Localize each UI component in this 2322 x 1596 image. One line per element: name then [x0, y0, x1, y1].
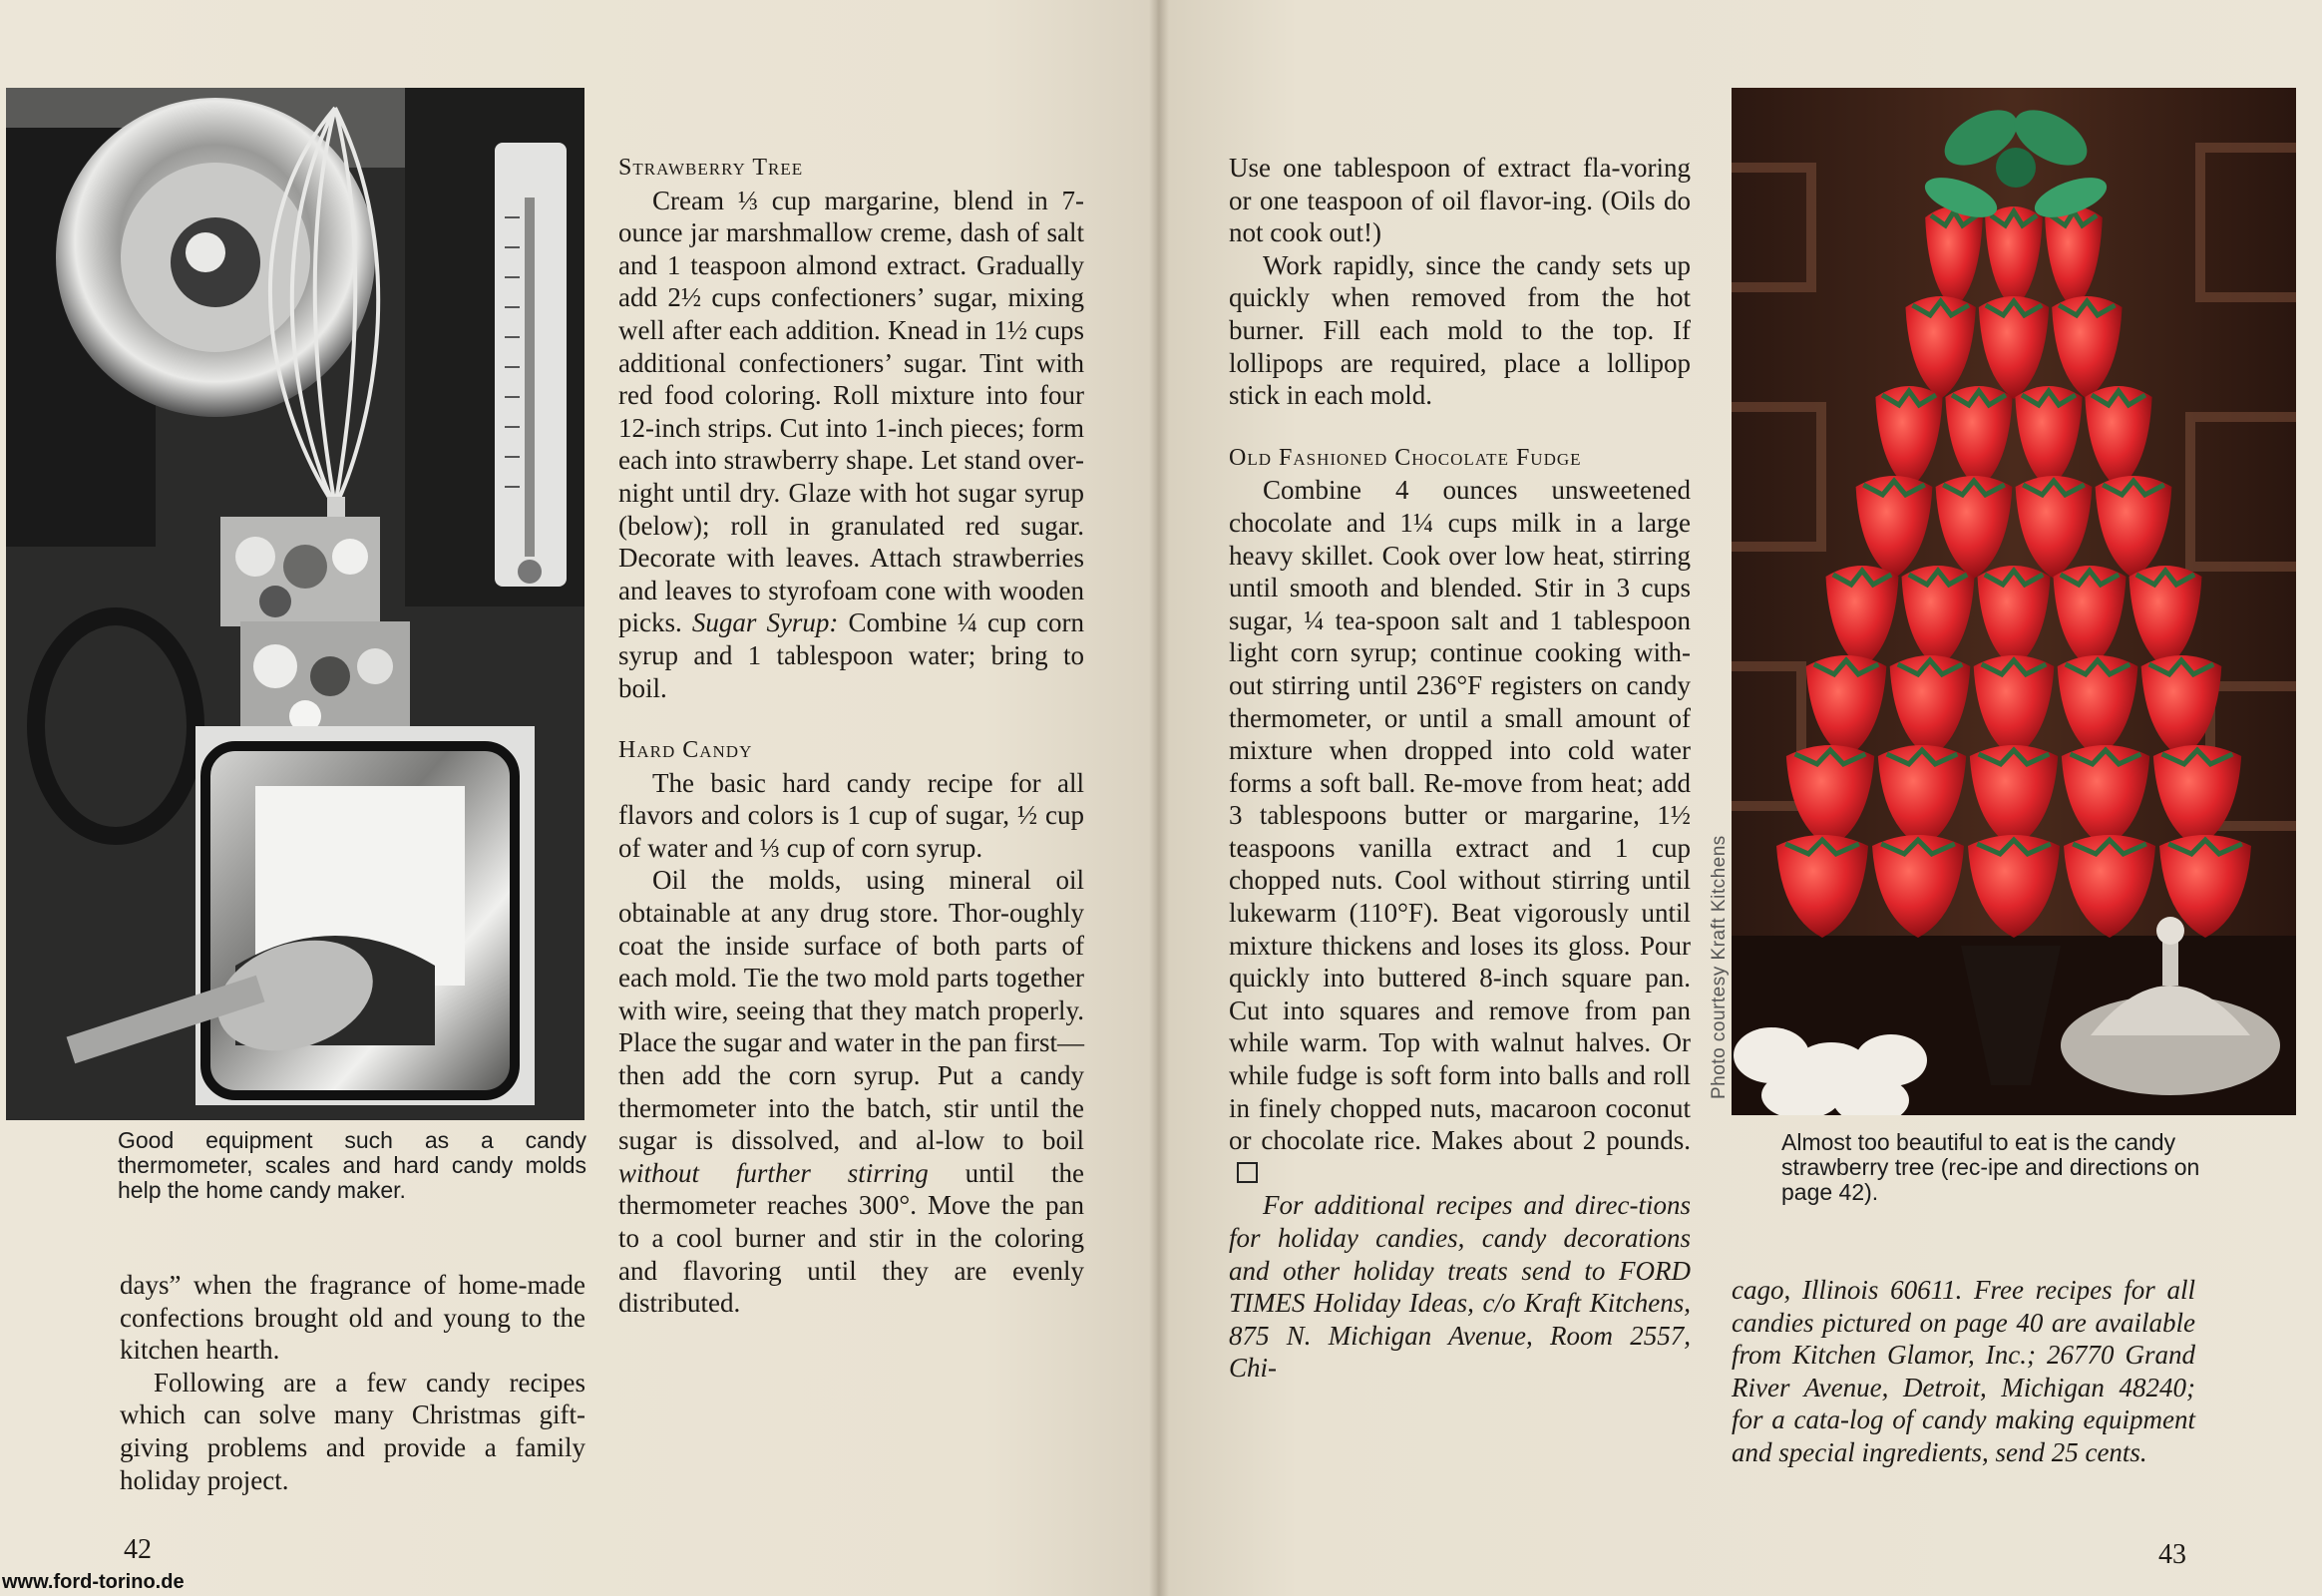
strawberry-tree-caption: Almost too beautiful to eat is the candy strawberry tree (rec-ipe and directions on page 42).: [1781, 1129, 2200, 1205]
strawberry-tree-photo: [1732, 88, 2296, 1115]
offer-text-part-1: For additional recipes and direc-tions for holiday candies, candy decorations and other holiday treats send to FORD TIMES Holiday Ideas, c/o Kraft Kitchens, 875 N. Michigan Avenue, Room 2557, Chi-: [1229, 1190, 1691, 1384]
equipment-photo: [6, 88, 584, 1120]
hard-candy-heading: Hard Candy: [618, 737, 753, 764]
sugar-syrup-text: Combine ¼ cup corn syrup and 1 tablespoon water; bring to boil.: [618, 607, 1084, 703]
page-gutter: [1149, 0, 1169, 1596]
offer-text-part-2: cago, Illinois 60611. Free recipes for all candies pictured on page 40 are available from Kitchen Glamor, Inc.; 26770 Grand River Avenue, Detroit, Michigan 48240; for a cata-log of candy making equipment and special ingredients, send 25 cents.: [1732, 1275, 2195, 1467]
candy-thermometer: [495, 143, 567, 587]
equipment-photo-caption: Good equipment such as a candy thermometer, scales and hard candy molds help the home candy maker.: [118, 1127, 586, 1203]
hard-candy-body-2b: until the thermometer reaches 300°. Move the pan to a cool burner and stir in the coloring and flavoring until they are evenly distributed.: [618, 1157, 1084, 1319]
fudge-body: Combine 4 ounces unsweetened chocolate and 1¼ cups milk in a large heavy skillet. Cook over low heat, stirring until smooth and blended. Stir in 3 cups sugar, ¼ tea-spoon salt and 1 tablespoon light corn syrup; continue cooking with-out stirring until 236°F registers on candy thermometer, or until a small amount of mixture when dropped into cold water forms a soft ball. Re-move from heat; add 3 tablespoons butter or margarine, 1½ teaspoons vanilla extract and 1 cup chopped nuts. Cool without stirring until lukewarm (110°F). Beat vigorously until mixture thickens and loses its gloss. Pour quickly into buttered 8-inch square pan. Cut into squares and remove from pan while warm. Top with walnut halves. Or while fudge is soft form into balls and roll in finely chopped nuts, macaroon coconut or chocolate rice. Makes about 2 pounds.: [1229, 475, 1691, 1156]
candy-pan: [195, 726, 535, 1105]
strawberry-tree-art: [1732, 88, 2296, 1115]
page-number-right: 43: [2158, 1539, 2186, 1570]
intro-column: [120, 1269, 585, 1496]
continued-paragraph-2: Work rapidly, since the candy sets up quickly when removed from the hot burner. Fill each mold to the top. If lollipops are required, place a lollipop stick in each mold.: [1229, 249, 1691, 411]
continued-paragraph-1: Use one tablespoon of extract fla-voring or one teaspoon of oil flavor-ing. (Oils do not cook out!): [1229, 153, 1691, 248]
photo-credit: Photo courtesy Kraft Kitchens: [1709, 835, 1730, 1099]
page-number-left: 42: [124, 1534, 152, 1565]
hard-candy-body-1: The basic hard candy recipe for all flavors and colors is 1 cup of sugar, ½ cup of water and ⅓ cup of corn syrup.: [618, 767, 1084, 863]
fudge-heading: Old Fashioned Chocolate Fudge: [1229, 444, 1582, 471]
equipment-photo-art: [6, 88, 584, 1120]
recipe-column-left: [618, 152, 1084, 1320]
hard-candy-body-2a: Oil the molds, using mineral oil obtainable at any drug store. Thor-oughly coat the inside surface of both parts of each mold. Tie the two mold parts together with wire, seeing that they match properly. Place the sugar and water in the pan first—then add the corn syrup. Put a candy thermometer into the batch, stir until the sugar is dissolved, and al-low to boil: [618, 865, 1084, 1156]
end-mark-icon: [1237, 1162, 1258, 1183]
hard-candy-italic: without further stirring: [618, 1157, 929, 1188]
offer-column: [1732, 1274, 2195, 1469]
intro-paragraph-1: days” when the fragrance of home-made confections brought old and young to the kitchen hearth.: [120, 1270, 585, 1366]
strawberry-tree-body: Cream ⅓ cup margarine, blend in 7-ounce jar marshmallow creme, dash of salt and 1 teaspoon almond extract. Gradually add 2½ cups confectioners’ sugar, mixing well after each addition. Knead in 1½ cups additional confectioners’ sugar. Tint with red food coloring. Roll mixture into four 12-inch strips. Cut into 1-inch pieces; form each into strawberry shape. Let stand over-night until dry. Glaze with hot sugar syrup (below); roll in granulated red sugar. Decorate with leaves. Attach strawberries and leaves to styrofoam cone with wooden picks.: [618, 185, 1084, 638]
page-left: [0, 0, 1157, 1596]
sugar-syrup-label: Sugar Syrup:: [691, 607, 839, 638]
recipe-column-right: [1229, 152, 1691, 1385]
strawberry-tree-heading: Strawberry Tree: [618, 155, 804, 181]
site-watermark: www.ford-torino.de: [2, 1571, 185, 1593]
intro-paragraph-2: Following are a few candy recipes which can solve many Christmas gift-giving problems and provide a family holiday project.: [120, 1367, 585, 1495]
